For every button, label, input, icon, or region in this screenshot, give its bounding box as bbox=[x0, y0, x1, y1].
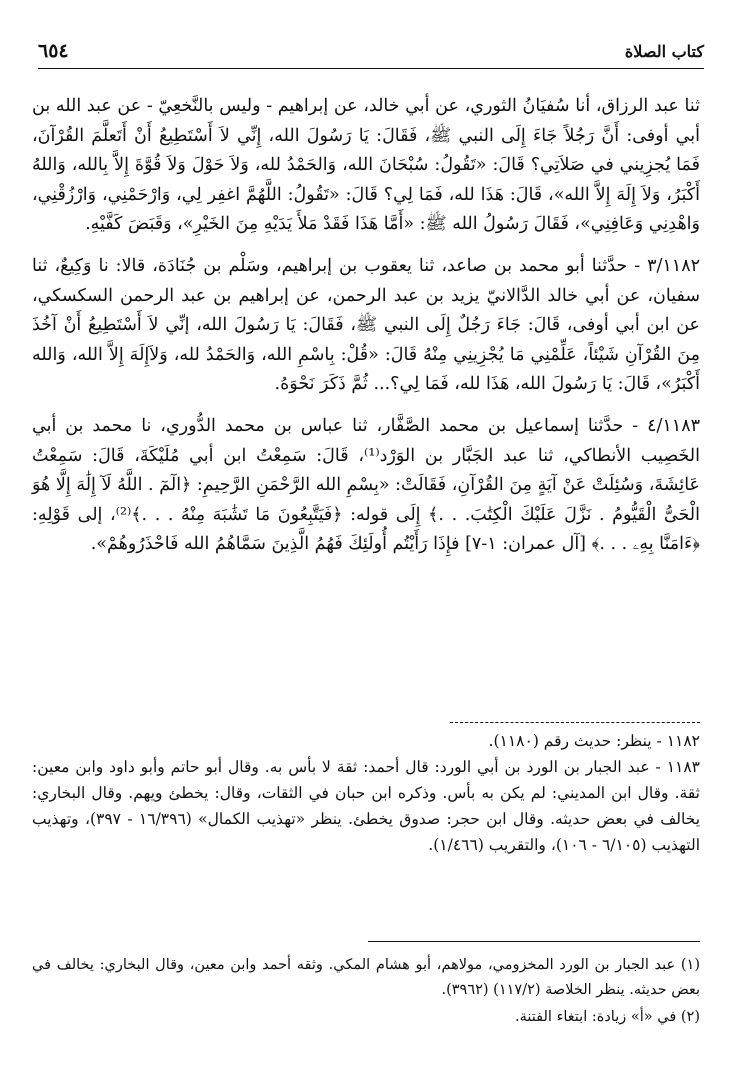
footnote-divider bbox=[368, 941, 700, 942]
paragraph-hadith-1181-continuation: ثنا عبد الرزاق، أنا سُفيَانُ الثوري، عن أبي خالد، عن إبراهيم - وليس بالنَّخعِيّ - عن عبد الله بن أبي أوفى: أَنَّ رَجُلاً جَاءَ إِلَى النبي ﷺ، فَقَالَ: يَا رَسُولَ الله، إِنِّي لاَ أَسْتَطِيعُ أَنْ أَتَعلَّمَ القُرْآنَ، فَمَا يُجزِيني في صَلاَتِي؟ قَالَ: «تَقُولُ: سُبْحَانَ الله، وَالحَمْدُ لله، وَلاَ حَوْلَ وَلاَ قُوَّةَ إِلاَّ بِالله، وَاللهُ أَكْبَرُ، وَلاَ إِلَهَ إِلاَّ الله»، قَالَ: هَذَا لله، فَمَا لِي؟ قَالَ: «تَقُولُ: اللَّهُمَّ اغفِر لِي، وَارْحَمْنِي، وَارْزُقْنِي، وَاهْدِنِي وَعَافِنِي»، فَقَالَ رَسُولُ الله ﷺ: «أَمَّا هَذَا فَقَدْ مَلأَ يَدَيْهِ مِنَ الخَيْرِ»، وَقَبَضَ كَفَّيْهِ. bbox=[32, 96, 700, 235]
page-header bbox=[38, 34, 704, 69]
note-1183: ١١٨٣ - عبد الجبار بن الورد بن أبي الورد: قال أحمد: ثقة لا بأس به. وقال أبو حاتم وأبو داود وابن معين: ثقة. وقال ابن المديني: لم يكن به بأس. وذكره ابن حبان في الثقات، وقال: يخطئ ويهم. وقال البخاري: يخالف في بعض حديثه. وقال ابن حجر: صدوق يخطئ. ينظر «تهذيب الكمال» (١٦/٣٩٦ - ٣٩٧)، وتهذيب التهذيب (٦/١٠٥ - ١٠٦)، والتقريب (١/٤٦٦). bbox=[32, 758, 701, 854]
page-number: ٦٥٤ bbox=[38, 40, 69, 62]
takhrij-notes bbox=[32, 728, 700, 858]
footnote-2: (٢) في «أ» زيادة: ابتغاء الفتنة. bbox=[515, 1009, 700, 1025]
main-text bbox=[32, 92, 700, 560]
footnotes bbox=[32, 953, 700, 1032]
footnote-1: (١) عبد الجبار بن الورد المخزومي، مولاهم، أبو هشام المكي. وثقه أحمد وابن معين، وقال البخاري: يخالف في بعض حديثه. ينظر الخلاصة (١١٧/٢) (٣٩٦٢). bbox=[32, 957, 700, 998]
dashed-divider bbox=[450, 722, 700, 723]
paragraph-hadith-1182: ٣/١١٨٢ - حدَّثنا أبو محمد بن صاعد، ثنا يعقوب بن إبراهيم، وسَلْم بن جُنَادَة، قالا: نا وَكِيعٌ، ثنا سفيان، عن أبي خالد الدَّالانيّ يزيد بن عبد الرحمن، عن إبراهيم بن عبد الرحمن السكسكي، عن ابن أبي أوفى، قَالَ: جَاءَ رَجُلٌ إِلَى النبي ﷺ، فَقَالَ: يَا رَسُولَ الله، إنِّي لاَ أَسْتَطِيعُ أَنْ آخُذَ مِنَ القُرْآنِ شَيْئاً، عَلِّمْنِي مَا يُجْزِينِي مِنْهُ قَالَ: «قُلْ: بِاسْمِ الله، وَالحَمْدُ لله، وَلاَإِلَهَ إِلاَّ الله، وَالله أَكْبَرُ»، قَالَ: يَا رَسُولَ الله، هَذَا لله، فَمَا لِي؟... ثُمَّ ذَكَرَ نَحْوَهُ. bbox=[32, 255, 700, 395]
paragraph-hadith-1183: ٤/١١٨٣ - حدَّثنا إسماعيل بن محمد الصَّفَّار، ثنا عباس بن محمد الدُّوري، نا محمد بن أبي الخَصِيب الأنطاكي، ثنا عبد الجَبَّار بن الوَرْد⁽¹⁾، قَالَ: سَمِعْتُ ابن أبي مُلَيْكَةَ، قَالَ: سَمِعْتُ عَائِشَةَ، وَسُئِلَتْ عَنْ آيَةٍ مِنَ القُرْآنِ، فَقَالَتْ: «بِسْمِ الله الرَّحْمَنِ الرَّحِيمِ: ﴿الٓمٓ . اللَّهُ لَآ إِلَٰهَ إِلَّا هُوَ الْحَىُّ الْقَيُّومُ . نَزَّلَ عَلَيْكَ الْكِتَٰبَ. . .﴾ إِلَى قوله: ﴿فَيَتَّبِعُونَ مَا تَشَٰبَهَ مِنْهُ . . .﴾⁽²⁾، إلى قَوْلِهِ: ﴿ءَامَنَّا بِهِۦ . . .﴾ [آل عمران: ١-٧] فإِذَا رَأَيْتُم أُولَئِكَ فَهُمُ الَّذِينَ سَمَّاهُمُ الله فَاحْذَرُوهُمْ». bbox=[32, 415, 701, 555]
note-1182: ١١٨٢ - ينظر: حديث رقم (١١٨٠). bbox=[488, 732, 700, 750]
running-title: كتاب الصلاة bbox=[624, 41, 704, 61]
